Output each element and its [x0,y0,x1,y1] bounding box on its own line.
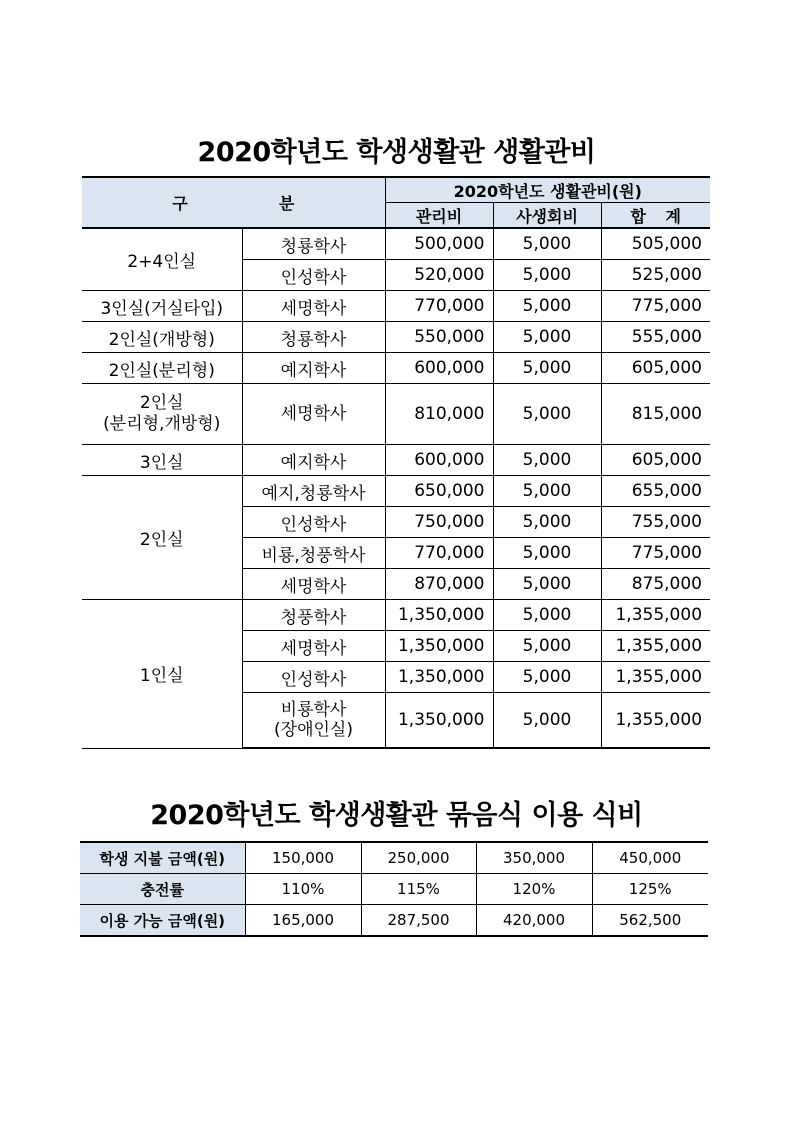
social-fee: 5,000 [493,228,601,260]
page-title: 2020학년도 학생생활관 생활관비 [197,137,596,168]
table-row [80,874,708,905]
header-mgmt: 관리비 [385,203,493,229]
table-cell: 287,500 [361,905,476,937]
table-row [82,353,710,384]
hall-name: 세명학사 [242,384,385,445]
table-row [82,322,710,353]
table-row [82,228,710,260]
table-cell: 120% [476,874,592,905]
hall-name: 예지학사 [242,445,385,476]
table-cell: 110% [245,874,361,905]
total-fee: 555,000 [601,322,710,353]
table-cell: 250,000 [361,842,476,874]
table-row [82,600,710,631]
hall-name: 세명학사 [242,291,385,322]
mgmt-fee: 520,000 [385,260,493,291]
header-gu: 구 [172,194,188,213]
social-fee: 5,000 [493,445,601,476]
total-fee: 605,000 [601,445,710,476]
row-label: 이용 가능 금액(원) [80,905,245,937]
table-cell: 125% [592,874,708,905]
total-fee: 755,000 [601,507,710,538]
social-fee: 5,000 [493,353,601,384]
table-cell: 115% [361,874,476,905]
table-cell: 350,000 [476,842,592,874]
room-type: 3인실(거실타입) [82,291,242,322]
mgmt-fee: 500,000 [385,228,493,260]
hall-name: 인성학사 [242,260,385,291]
room-type-line2: (분리형,개방형) [103,414,221,434]
social-fee: 5,000 [493,291,601,322]
table-cell: 150,000 [245,842,361,874]
table-row [82,445,710,476]
header-bun: 분 [278,194,295,213]
room-type: 2인실(분리형) [82,353,242,384]
total-fee: 1,355,000 [601,600,710,631]
hall-name-line2: (장애인실) [274,720,353,740]
hall-name: 인성학사 [242,662,385,693]
room-type: 2인실(개방형) [82,322,242,353]
hall-name: 청룡학사 [242,322,385,353]
hall-name: 세명학사 [242,631,385,662]
hall-name: 세명학사 [242,569,385,600]
hall-name: 예지,청룡학사 [242,476,385,507]
header-fee-group: 2020학년도 생활관비(원) [385,177,710,203]
mgmt-fee: 550,000 [385,322,493,353]
meal-section-title: 2020학년도 학생생활관 묶음식 이용 식비 [150,800,643,831]
table-cell: 562,500 [592,905,708,937]
row-label: 학생 지불 금액(원) [80,842,245,874]
room-type-line1: 2인실 [139,393,184,413]
meal-plan-table [80,841,708,937]
mgmt-fee: 810,000 [385,384,493,445]
total-fee: 775,000 [601,538,710,569]
mgmt-fee: 1,350,000 [385,631,493,662]
room-type: 1인실 [82,600,242,749]
mgmt-fee: 770,000 [385,291,493,322]
social-fee: 5,000 [493,476,601,507]
header-total: 합 계 [601,203,710,229]
mgmt-fee: 770,000 [385,538,493,569]
mgmt-fee: 1,350,000 [385,600,493,631]
total-fee: 1,355,000 [601,662,710,693]
row-label: 충전률 [80,874,245,905]
room-type: 3인실 [82,445,242,476]
social-fee: 5,000 [493,662,601,693]
total-fee: 875,000 [601,569,710,600]
social-fee: 5,000 [493,322,601,353]
mgmt-fee: 870,000 [385,569,493,600]
table-cell: 450,000 [592,842,708,874]
mgmt-fee: 1,350,000 [385,693,493,749]
mgmt-fee: 650,000 [385,476,493,507]
social-fee: 5,000 [493,507,601,538]
room-type: 2+4인실 [82,228,242,291]
hall-name: 청풍학사 [242,600,385,631]
total-fee: 525,000 [601,260,710,291]
table-row [80,842,708,874]
total-fee: 1,355,000 [601,693,710,749]
table-cell: 165,000 [245,905,361,937]
total-fee: 605,000 [601,353,710,384]
mgmt-fee: 750,000 [385,507,493,538]
total-fee: 655,000 [601,476,710,507]
mgmt-fee: 1,350,000 [385,662,493,693]
mgmt-fee: 600,000 [385,445,493,476]
header-social: 사생회비 [493,203,601,229]
hall-name: 예지학사 [242,353,385,384]
table-cell: 420,000 [476,905,592,937]
social-fee: 5,000 [493,600,601,631]
total-fee: 1,355,000 [601,631,710,662]
social-fee: 5,000 [493,569,601,600]
social-fee: 5,000 [493,260,601,291]
hall-name: 청룡학사 [242,228,385,260]
table-row [82,476,710,507]
table-row [82,384,710,445]
hall-name [242,693,385,749]
social-fee: 5,000 [493,693,601,749]
total-fee: 815,000 [601,384,710,445]
hall-name-line1: 비룡학사 [280,700,347,720]
total-fee: 505,000 [601,228,710,260]
dormitory-fee-table [82,176,710,749]
table-row [82,291,710,322]
social-fee: 5,000 [493,631,601,662]
room-type: 2인실 [82,476,242,600]
social-fee: 5,000 [493,384,601,445]
hall-name: 인성학사 [242,507,385,538]
total-fee: 775,000 [601,291,710,322]
room-type [82,384,242,445]
social-fee: 5,000 [493,538,601,569]
table-row [80,905,708,937]
header-category [82,177,385,228]
mgmt-fee: 600,000 [385,353,493,384]
hall-name: 비룡,청풍학사 [242,538,385,569]
